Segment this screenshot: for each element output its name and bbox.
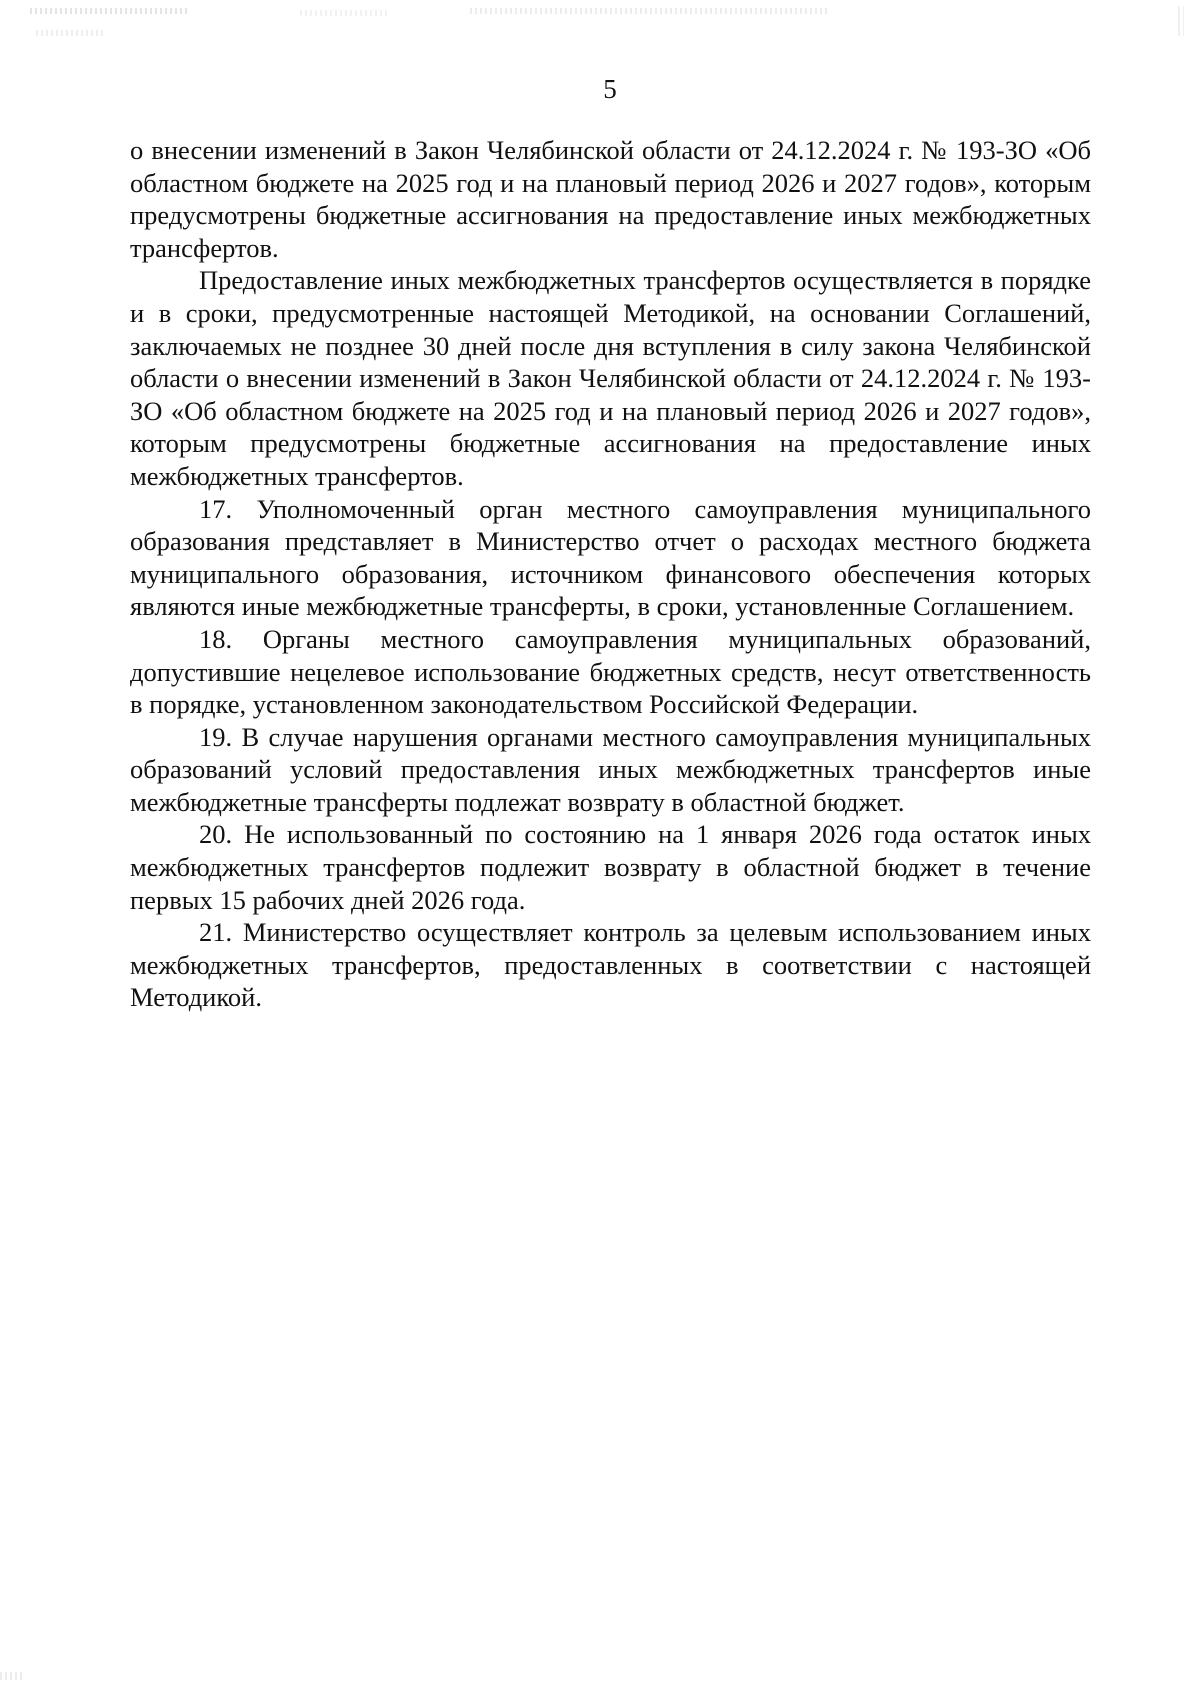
paragraph-item-19: 19. В случае нарушения органами местного самоуправления муниципальных образований условий предоставления иных межбюджетных трансфертов иные межбюджетные трансферты подлежат возврату в областной бюджет. <box>130 721 1091 817</box>
scan-noise <box>30 8 190 14</box>
paragraph-item-18: 18. Органы местного самоуправления муниципальных образований, допустившие нецелевое использование бюджетных средств, несут ответственность в порядке, установленном законодательством Российской Федерации. <box>130 623 1091 720</box>
scan-noise <box>36 30 106 36</box>
scan-noise <box>300 10 390 16</box>
paragraph-transfers-procedure: Предоставление иных межбюджетных трансфертов осуществляется в порядке и в сроки, предусмотренные настоящей Методикой, на основании Соглашений, заключаемых не позднее 30 дней после дня вступления в силу закона Челябинской области о внесении изменений в Закон Челябинской области от 24.12.2024 г. № 193-ЗО «Об областном бюджете на 2025 год и на плановый период 2026 и 2027 годов», которым предусмотрены бюджетные ассигнования на предоставление иных межбюджетных трансфертов. <box>130 265 1091 491</box>
paragraph-item-20: 20. Не использованный по состоянию на 1 января 2026 года остаток иных межбюджетных трансфертов подлежит возврату в областной бюджет в течение первых 15 рабочих дней 2026 года. <box>130 819 1091 915</box>
paragraph-item-17: 17. Уполномоченный орган местного самоуправления муниципального образования представляет в Министерство отчет о расходах местного бюджета муниципального образования, источником финансового обеспечения которых являются иные межбюджетные трансферты, в сроки, установленные Соглашением. <box>130 493 1091 622</box>
document-body <box>130 134 1091 1014</box>
page-number: 5 <box>603 74 617 104</box>
paragraph-item-21: 21. Министерство осуществляет контроль за целевым использованием иных межбюджетных трансфертов, предоставленных в соответствии с настоящей Методикой. <box>130 917 1091 1013</box>
scan-noise <box>0 1672 22 1680</box>
paragraph-continuation: о внесении изменений в Закон Челябинской области от 24.12.2024 г. № 193-ЗО «Об областном бюджете на 2025 год и на плановый период 2026 и 2027 годов», которым предусмотрены бюджетные ассигнования на предоставление иных межбюджетных трансфертов. <box>130 135 1091 263</box>
scan-noise <box>470 8 830 14</box>
scan-noise <box>1178 6 1184 36</box>
